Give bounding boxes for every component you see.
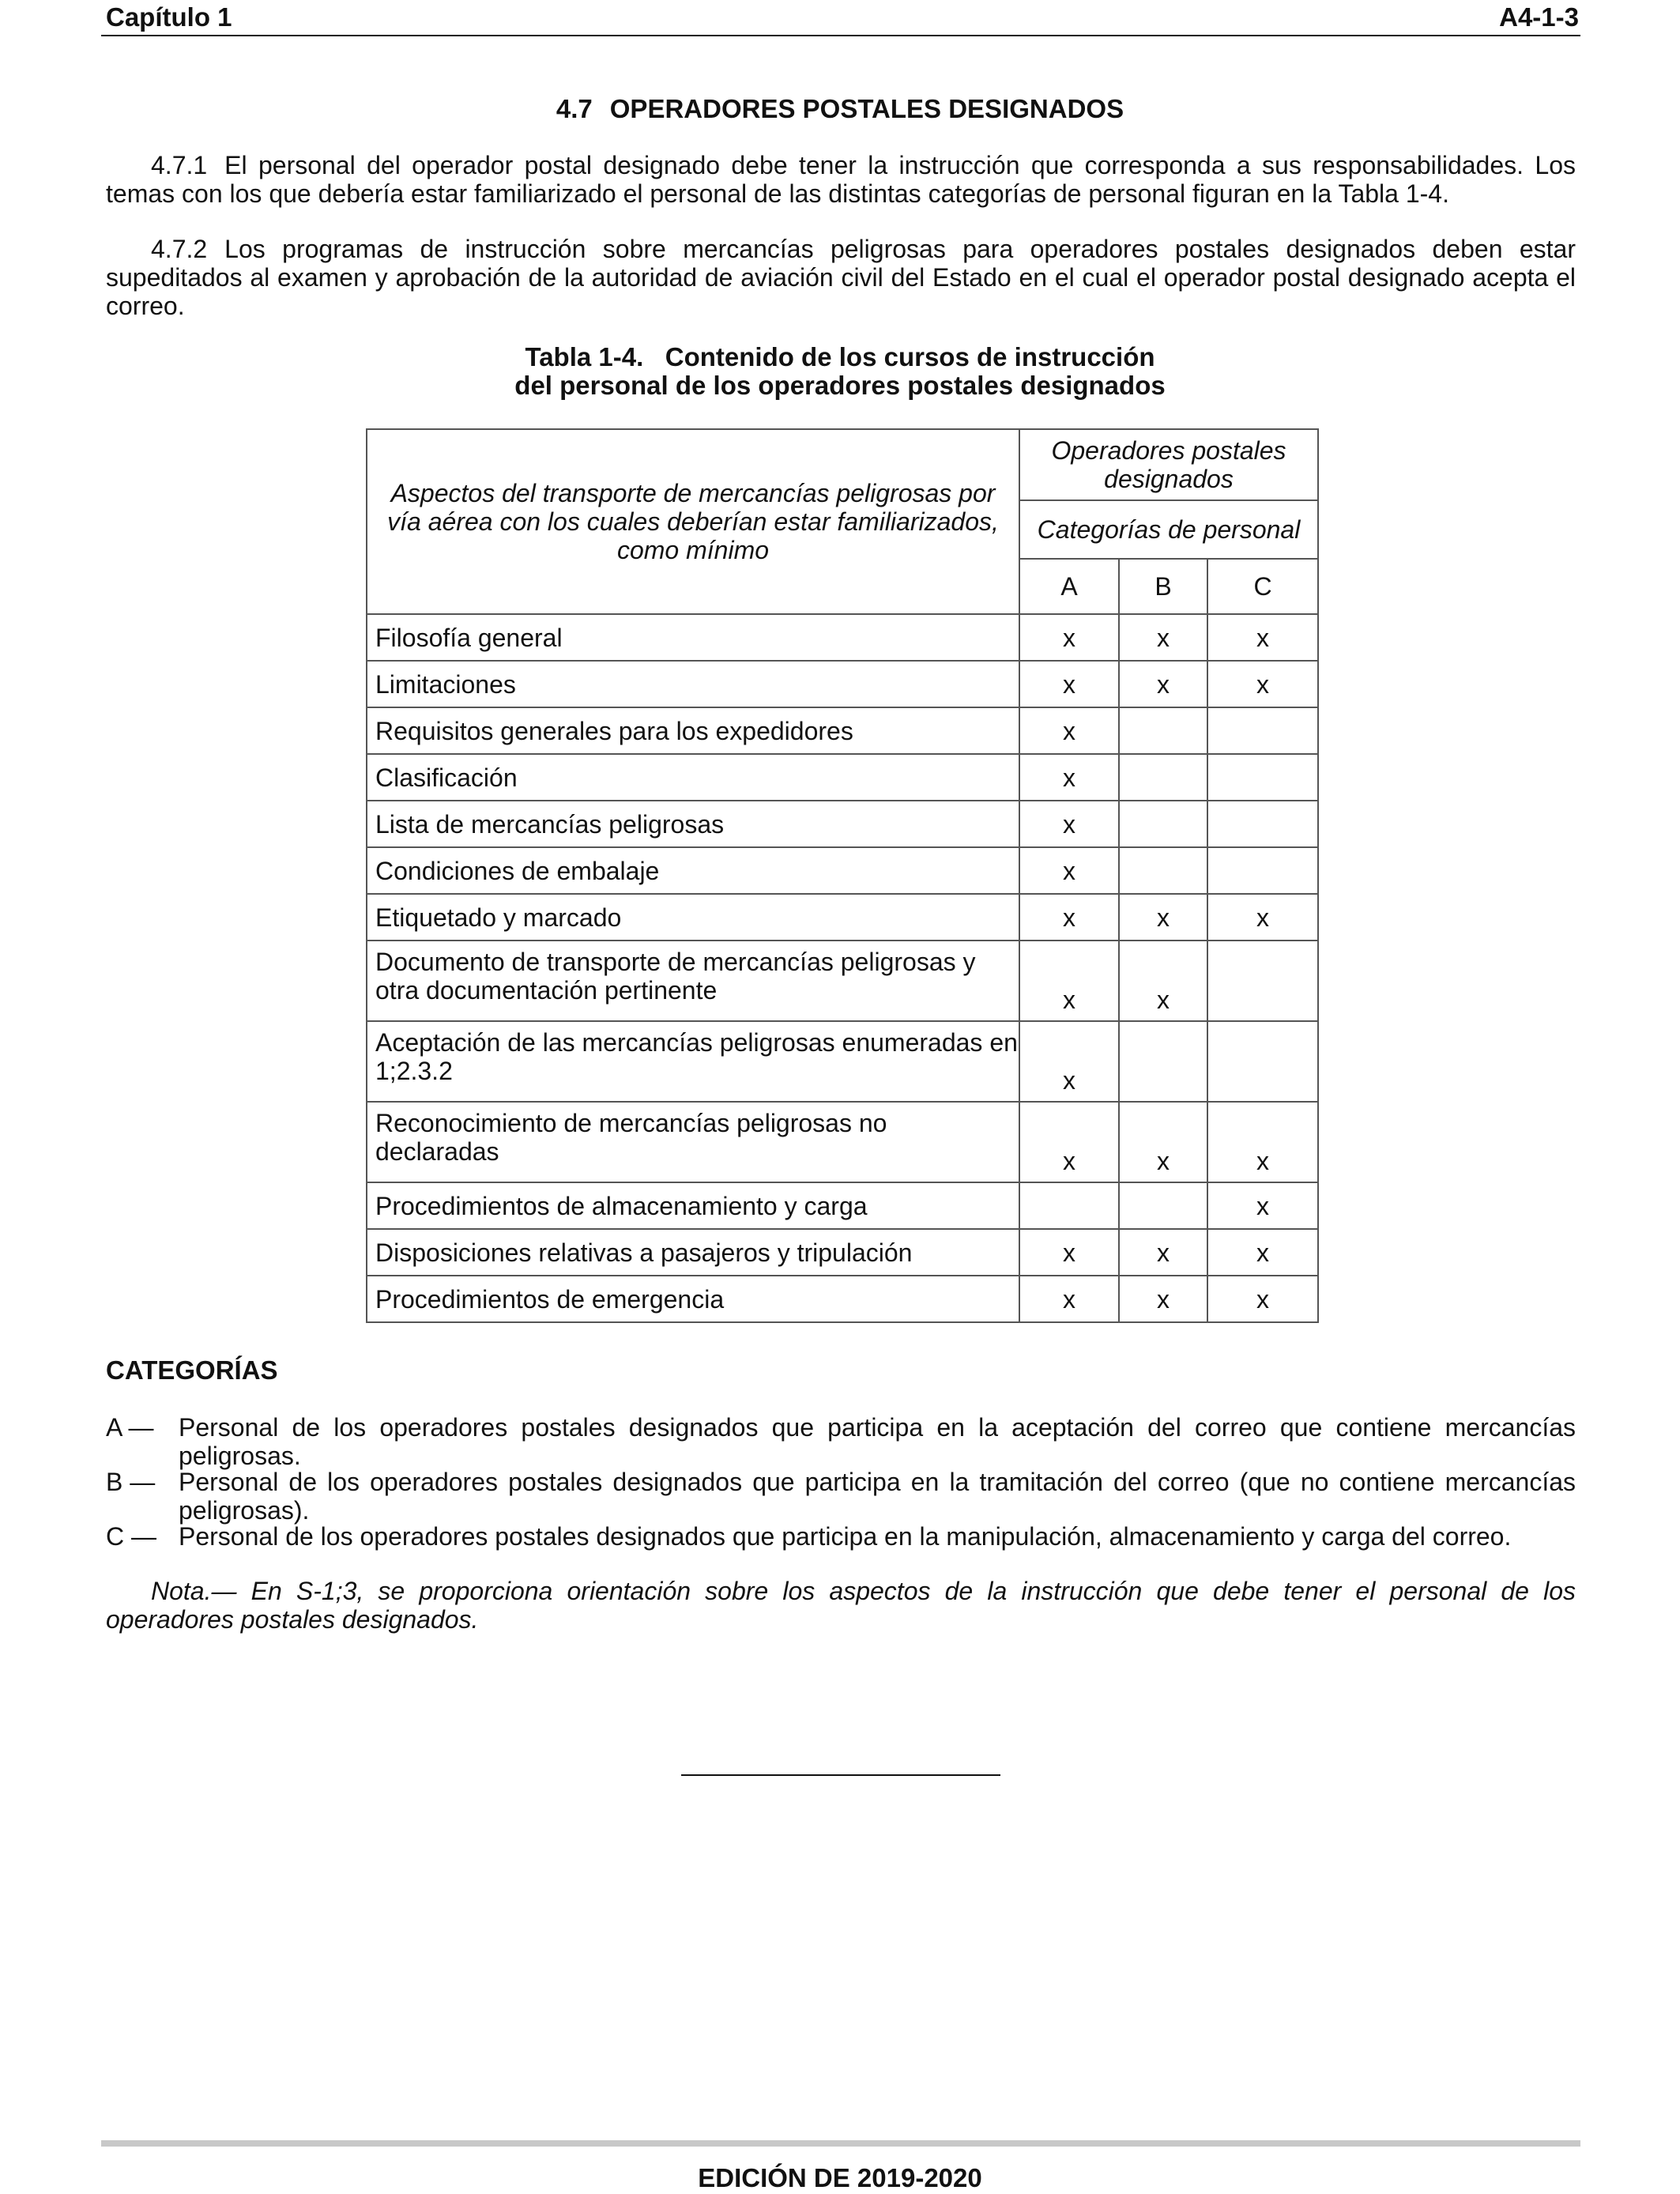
mark-c: [1207, 847, 1318, 894]
paragraph-text: El personal del operador postal designado debe tener la instrucción que corresponda a sus responsabilidades. Los temas con los que debería estar familiarizado el personal de las distintas categorías de personal figuran en la Tabla 1-4.: [106, 151, 1576, 208]
table-row: [367, 847, 1318, 894]
mark-a: x: [1019, 1276, 1119, 1322]
table-row: [367, 1182, 1318, 1229]
section-title: [0, 95, 1680, 123]
note: [106, 1577, 1576, 1634]
mark-c: x: [1207, 614, 1318, 661]
row-label: Procedimientos de emergencia: [367, 1276, 1019, 1322]
mark-b: [1119, 707, 1207, 754]
category-description: Personal de los operadores postales designados que participa en la manipulación, almacenamiento y carga del correo.: [179, 1522, 1512, 1551]
category-letter: C —: [106, 1522, 156, 1551]
mark-c: x: [1207, 661, 1318, 707]
mark-a: x: [1019, 754, 1119, 801]
row-label: [367, 1102, 1019, 1182]
category-description: Personal de los operadores postales designados que participa en la aceptación del correo que contiene mercancías peligrosas.: [179, 1413, 1576, 1470]
table-row: [367, 614, 1318, 661]
mark-a: [1019, 1182, 1119, 1229]
row-label: Aceptación de las mercancías peligrosas enumeradas en 1;2.3.2: [367, 1021, 1019, 1102]
mark-a: x: [1019, 1021, 1119, 1102]
mark-a: x: [1019, 661, 1119, 707]
mark-c: [1207, 754, 1318, 801]
mark-a: x: [1019, 1229, 1119, 1276]
paragraph-4-7-1: [106, 151, 1576, 208]
mark-b: [1119, 1182, 1207, 1229]
category-c: [106, 1522, 1576, 1551]
table-row: [367, 661, 1318, 707]
mark-b: [1119, 801, 1207, 847]
mark-b: [1119, 1021, 1207, 1102]
mark-c: x: [1207, 1182, 1318, 1229]
header-col-b: B: [1119, 559, 1207, 614]
mark-b: x: [1119, 941, 1207, 1021]
section-number: 4.7: [556, 94, 593, 123]
row-label: Condiciones de embalaje: [367, 847, 1019, 894]
row-label: Requisitos generales para los expedidores: [367, 707, 1019, 754]
mark-a: x: [1019, 894, 1119, 941]
mark-c: [1207, 941, 1318, 1021]
header-col-a: A: [1019, 559, 1119, 614]
header-col-c: C: [1207, 559, 1318, 614]
table-row: [367, 1102, 1318, 1182]
mark-b: x: [1119, 1102, 1207, 1182]
category-b: [106, 1468, 1576, 1525]
category-letter: B —: [106, 1468, 156, 1496]
row-label: Clasificación: [367, 754, 1019, 801]
table-caption: [0, 343, 1680, 400]
end-of-section-rule: [681, 1774, 1000, 1776]
mark-b: [1119, 847, 1207, 894]
header-operators: Operadores postales designados: [1019, 429, 1318, 500]
row-label: Lista de mercancías peligrosas: [367, 801, 1019, 847]
running-header-page-number: A4-1-3: [1499, 2, 1579, 32]
mark-c: [1207, 707, 1318, 754]
mark-a: x: [1019, 707, 1119, 754]
row-label: Disposiciones relativas a pasajeros y tripulación: [367, 1229, 1019, 1276]
row-label: Etiquetado y marcado: [367, 894, 1019, 941]
row-label: Documento de transporte de mercancías peligrosas y otra documentación pertinente: [367, 941, 1019, 1021]
row-label: Procedimientos de almacenamiento y carga: [367, 1182, 1019, 1229]
paragraph-text: Los programas de instrucción sobre mercancías peligrosas para operadores postales designados deben estar supeditados al examen y aprobación de la autoridad de aviación civil del Estado en el cual el operador postal designado acepta el correo.: [106, 235, 1576, 320]
table-row: [367, 754, 1318, 801]
footer-rule: [101, 2140, 1580, 2147]
mark-a: x: [1019, 614, 1119, 661]
mark-c: x: [1207, 894, 1318, 941]
table-caption-line-1: Tabla 1-4. Contenido de los cursos de instrucción: [525, 342, 1155, 371]
row-label: Filosofía general: [367, 614, 1019, 661]
mark-b: x: [1119, 614, 1207, 661]
paragraph-4-7-2: [106, 235, 1576, 320]
category-description: Personal de los operadores postales designados que participa en la tramitación del correo (que no contiene mercancías peligrosas).: [179, 1468, 1576, 1525]
mark-c: x: [1207, 1102, 1318, 1182]
table-row: [367, 1276, 1318, 1322]
category-a: [106, 1413, 1576, 1470]
paragraph-number: 4.7.1: [151, 151, 208, 179]
table-row: [367, 1021, 1318, 1102]
mark-c: x: [1207, 1276, 1318, 1322]
mark-b: [1119, 754, 1207, 801]
table-caption-line-2: del personal de los operadores postales designados: [514, 371, 1166, 400]
section-title-text: OPERADORES POSTALES DESIGNADOS: [609, 94, 1124, 123]
mark-c: [1207, 801, 1318, 847]
mark-a: x: [1019, 941, 1119, 1021]
edition-footer: EDICIÓN DE 2019-2020: [698, 2163, 982, 2192]
mark-a: x: [1019, 801, 1119, 847]
mark-c: x: [1207, 1229, 1318, 1276]
note-text: Nota.— En S-1;3, se proporciona orientación sobre los aspectos de la instrucción que debe tener el personal de los operadores postales designados.: [106, 1577, 1576, 1634]
table-row: [367, 707, 1318, 754]
mark-b: x: [1119, 1229, 1207, 1276]
mark-b: x: [1119, 894, 1207, 941]
paragraph-number: 4.7.2: [151, 235, 208, 263]
row-label-text: Reconocimiento de mercancías peligrosas no declaradas: [375, 1109, 887, 1166]
header-rule: [101, 35, 1580, 36]
category-letter: A —: [106, 1413, 154, 1442]
header-aspects: Aspectos del transporte de mercancías peligrosas por vía aérea con los cuales deberían estar familiarizados, como mínimo: [367, 429, 1019, 614]
table-row: [367, 941, 1318, 1021]
mark-b: x: [1119, 661, 1207, 707]
categories-heading: CATEGORÍAS: [106, 1355, 278, 1385]
training-content-table: [366, 428, 1319, 1323]
mark-a: x: [1019, 847, 1119, 894]
header-staff-categories: Categorías de personal: [1019, 500, 1318, 559]
mark-b: x: [1119, 1276, 1207, 1322]
running-header-chapter: Capítulo 1: [106, 2, 232, 32]
table-row: [367, 894, 1318, 941]
table-row: [367, 801, 1318, 847]
table-row: [367, 1229, 1318, 1276]
row-label: Limitaciones: [367, 661, 1019, 707]
mark-a: x: [1019, 1102, 1119, 1182]
mark-c: [1207, 1021, 1318, 1102]
